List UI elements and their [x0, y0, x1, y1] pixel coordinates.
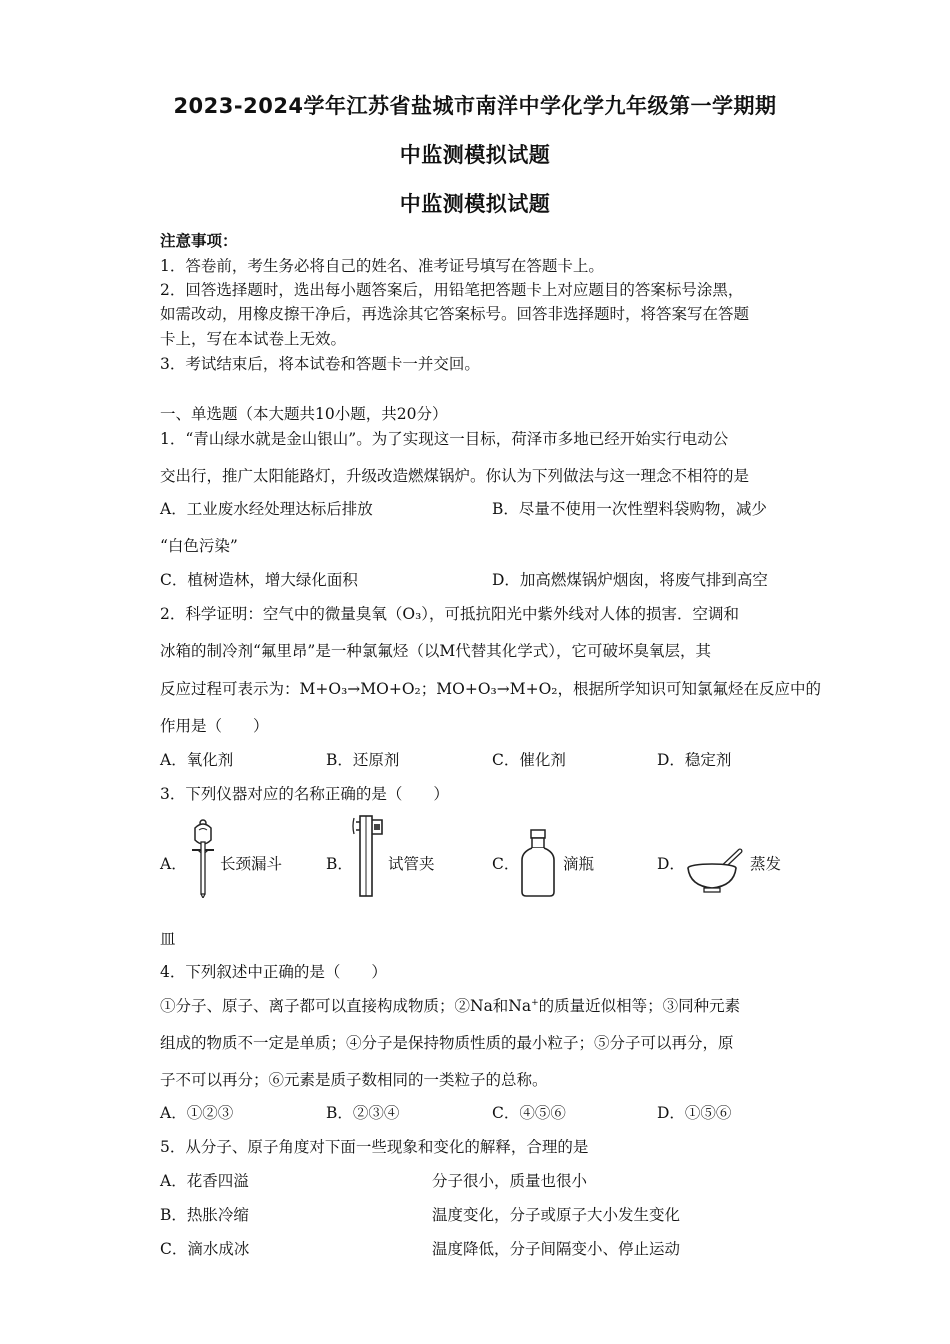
q3-option-a-name: 长颈漏斗 — [220, 855, 283, 873]
mortar-pestle-icon — [686, 846, 748, 896]
q4-option-b: B．②③④ — [326, 1104, 400, 1122]
q4-stem: 4．下列叙述中正确的是（ ） — [160, 963, 387, 981]
notice-item-2-line2: 如需改动，用橡皮擦干净后，再选涂其它答案标号。回答非选择题时，将答案写在答题 — [160, 305, 750, 323]
q4-body-line1-sup: + — [531, 997, 539, 1008]
q3-option-c-name: 滴瓶 — [563, 855, 595, 873]
q2-option-c: C．催化剂 — [492, 751, 566, 769]
q3-option-d-letter: D． — [657, 855, 685, 873]
q4-body-line1 — [160, 994, 740, 1016]
notice-item-2-line3: 卡上，写在本试卷上无效。 — [160, 330, 347, 348]
section-1-heading: 一、单选题（本大题共10小题，共20分） — [160, 405, 448, 423]
exam-title-line2: 中监测模拟试题 — [399, 143, 551, 167]
q2-stem-line4: 作用是（ ） — [160, 717, 269, 735]
q1-stem-line2: 交出行，推广太阳能路灯，升级改造燃煤锅炉。你认为下列做法与这一理念不相符的是 — [160, 467, 750, 485]
q3-stem: 3．下列仪器对应的名称正确的是（ ） — [160, 785, 449, 803]
q1-option-a: A．工业废水经处理达标后排放 — [160, 500, 373, 518]
q4-option-c: C．④⑤⑥ — [492, 1104, 566, 1122]
q3-option-d-name: 蒸发 — [750, 855, 782, 873]
q5-row-c-option: C．滴水成冰 — [160, 1240, 250, 1258]
q4-body-line1-b: 的质量近似相等；③同种元素 — [538, 997, 741, 1015]
test-tube-clamp-icon — [350, 812, 386, 898]
q5-row-c-explain: 温度降低，分子间隔变小、停止运动 — [432, 1240, 681, 1258]
notice-item-3: 3．考试结束后，将本试卷和答题卡一并交回。 — [160, 355, 480, 373]
q5-row-a-option: A．花香四溢 — [160, 1172, 249, 1190]
q3-option-b-letter: B． — [326, 855, 353, 873]
q4-body-line2: 组成的物质不一定是单质；④分子是保持物质性质的最小粒子；⑤分子可以再分，原 — [160, 1034, 734, 1052]
notice-heading: 注意事项： — [160, 231, 238, 250]
q1-stem-line1: 1．“青山绿水就是金山银山”。为了实现这一目标，荷泽市多地已经开始实行电动公 — [160, 430, 729, 448]
q2-option-b: B．还原剂 — [326, 751, 400, 769]
q2-stem-line2: 冰箱的制冷剂“氟里昂”是一种氯氟烃（以M代替其化学式），它可破坏臭氧层，其 — [160, 642, 711, 660]
q4-body-line1-a: ①分子、原子、离子都可以直接构成物质；②Na和Na — [160, 997, 532, 1015]
q1-option-b-cont: “白色污染” — [160, 537, 238, 555]
q3-option-d-name-cont: 皿 — [160, 930, 176, 948]
q5-row-b-explain: 温度变化，分子或原子大小发生变化 — [432, 1206, 681, 1224]
long-neck-funnel-icon — [188, 818, 218, 898]
exam-title-line1: 2023-2024学年江苏省盐城市南洋中学化学九年级第一学期期 — [173, 94, 777, 118]
q4-body-line3: 子不可以再分；⑥元素是质子数相同的一类粒子的总称。 — [160, 1071, 548, 1089]
q5-stem: 5．从分子、原子角度对下面一些现象和变化的解释，合理的是 — [160, 1138, 589, 1156]
q2-option-d: D．稳定剂 — [657, 751, 732, 769]
q2-stem-line1: 2．科学证明：空气中的微量臭氧（O₃），可抵抗阳光中紫外线对人体的损害．空调和 — [160, 605, 740, 623]
q1-option-b: B．尽量不使用一次性塑料袋购物，减少 — [492, 500, 767, 518]
q3-option-c-letter: C． — [492, 855, 520, 873]
q4-option-a: A．①②③ — [160, 1104, 234, 1122]
q1-option-c: C．植树造林，增大绿化面积 — [160, 571, 358, 589]
exam-title-line3: 中监测模拟试题 — [399, 192, 551, 216]
q5-row-a-explain: 分子很小，质量也很小 — [432, 1172, 588, 1190]
notice-item-1: 1．答卷前，考生务必将自己的姓名、准考证号填写在答题卡上。 — [160, 257, 604, 275]
dropper-bottle-icon — [518, 828, 558, 898]
notice-item-2-line1: 2．回答选择题时，选出每小题答案后，用铅笔把答题卡上对应题目的答案标号涂黑， — [160, 281, 744, 299]
q5-row-b-option: B．热胀冷缩 — [160, 1206, 249, 1224]
q1-option-d: D．加高燃煤锅炉烟囱，将废气排到高空 — [492, 571, 768, 589]
q2-option-a: A．氧化剂 — [160, 751, 234, 769]
q4-option-d: D．①⑤⑥ — [657, 1104, 732, 1122]
q3-option-b-name: 试管夹 — [388, 855, 435, 873]
q3-option-a-letter: A． — [160, 855, 187, 873]
q2-stem-line3: 反应过程可表示为：M+O₃→MO+O₂；MO+O₃→M+O₂，根据所学知识可知氯氟烃在反应中的 — [160, 680, 822, 698]
